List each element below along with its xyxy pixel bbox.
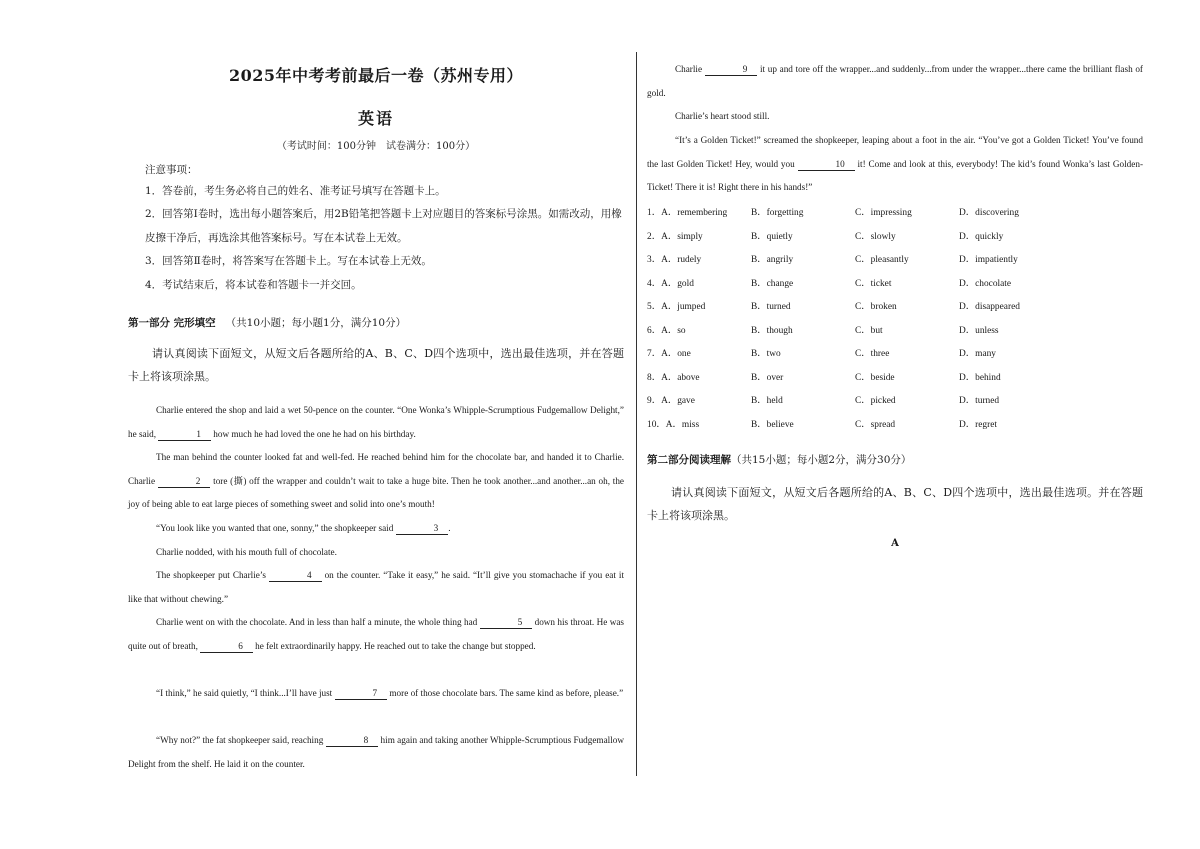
option-choice[interactable]: 7．A．one [647, 349, 691, 359]
option-row [647, 228, 1143, 244]
option-choice[interactable]: B．turned [751, 302, 791, 312]
column-divider [636, 52, 637, 776]
option-choice[interactable]: 5．A．jumped [647, 302, 706, 312]
option-row [647, 369, 1143, 385]
option-row [647, 416, 1143, 432]
option-choice[interactable]: B．believe [751, 419, 794, 430]
passage-paragraph: “You look like you wanted that one, sonny,” the shopkeeper said 3 . [156, 523, 451, 533]
option-choice[interactable]: B．change [751, 278, 794, 289]
part2-scoring: （共15小题；每小题2分，满分30分） [731, 454, 912, 466]
note-item: 1．答卷前，考生务必将自己的姓名、准考证号填写在答题卡上。 [145, 185, 446, 197]
passage-paragraph: Charlie went on with the chocolate. And in less than half a minute, the whole thing had 5 down his throat. He was quite out of breath, 6 he felt extraordinarily happy. He reached out to take the change but stopped. [128, 617, 624, 651]
option-choice[interactable]: D．disappeared [959, 302, 1020, 312]
blank-2[interactable]: 2 [158, 475, 211, 488]
blank-6[interactable]: 6 [200, 640, 253, 653]
option-choice[interactable]: D．impatiently [959, 255, 1018, 265]
option-choice[interactable]: C．ticket [855, 278, 892, 289]
part1-title: 第一部分 完形填空 [128, 317, 216, 329]
part2-title: 第二部分阅读理解 [647, 454, 731, 466]
option-choice[interactable]: D．discovering [959, 208, 1019, 218]
option-choice[interactable]: 1．A．remembering [647, 208, 728, 218]
option-choice[interactable]: B．angrily [751, 255, 794, 265]
option-choice[interactable]: B．two [751, 349, 781, 359]
option-choice[interactable]: 9．A．gave [647, 396, 695, 406]
option-choice[interactable]: D．chocolate [959, 278, 1012, 289]
blank-8[interactable]: 8 [326, 734, 379, 747]
blank-3[interactable]: 3 [396, 522, 449, 535]
subject-title: 英语 [357, 109, 394, 128]
option-row [647, 251, 1143, 267]
passage-paragraph: “Why not?” the fat shopkeeper said, reaching 8 him again and taking another Whipple-Scrumptious Fudgemallow Delight from the shelf. He laid it on the counter. [128, 735, 624, 769]
option-choice[interactable]: B．over [751, 372, 784, 383]
part1-heading [128, 315, 406, 330]
option-row [647, 275, 1143, 291]
option-choice[interactable]: 4．A．gold [647, 278, 694, 289]
part1-scoring: （共10小题；每小题1分，满分10分） [225, 317, 407, 329]
option-choice[interactable]: B．held [751, 396, 783, 406]
option-row [647, 322, 1143, 338]
passage-paragraph: Charlie 9 it up and tore off the wrapper...and suddenly...from under the wrapper...there came the brilliant flash of gold. [647, 64, 1143, 98]
passage-paragraph: Charlie’s heart stood still. [675, 111, 770, 121]
option-choice[interactable]: B．forgetting [751, 208, 804, 218]
passage-paragraph: Charlie nodded, with his mouth full of chocolate. [156, 547, 337, 557]
blank-10[interactable]: 10 [798, 158, 855, 171]
note-item: 2．回答第Ⅰ卷时，选出每小题答案后，用2B铅笔把答题卡上对应题目的答案标号涂黑。如需改动，用橡皮擦干净后，再选涂其他答案标号。写在本试卷上无效。 [145, 208, 622, 244]
option-choice[interactable]: D．unless [959, 325, 999, 336]
option-choice[interactable]: 10．A．miss [647, 419, 700, 430]
option-row [647, 204, 1143, 220]
part2-instruction: 请认真阅读下面短文，从短文后各题所给的A、B、C、D四个选项中，选出最佳选项。并在答题卡上将该项涂黑。 [647, 486, 1143, 522]
option-choice[interactable]: D．quickly [959, 231, 1004, 242]
passage-paragraph: “It’s a Golden Ticket!” screamed the shopkeeper, leaping about a foot in the air. “You’ve got a Golden Ticket! You’ve found the last Golden Ticket! Hey, would you 10 it! Come and look at this, everybody! The kid’s found Wonka’s last Golden-Ticket! There it is! Right there in his hands!” [647, 135, 1143, 193]
option-choice[interactable]: C．slowly [855, 231, 896, 242]
note-item: 3．回答第Ⅱ卷时，将答案写在答题卡上。写在本试卷上无效。 [145, 255, 432, 267]
note-item: 4．考试结束后，将本试卷和答题卡一并交回。 [145, 279, 362, 291]
option-choice[interactable]: 8．A．above [647, 372, 700, 383]
option-choice[interactable]: 2．A．simply [647, 231, 703, 242]
option-choice[interactable]: C．spread [855, 419, 896, 430]
option-choice[interactable]: D．many [959, 349, 996, 359]
option-choice[interactable]: 6．A．so [647, 325, 686, 336]
passage-paragraph: The man behind the counter looked fat and well-fed. He reached behind him for the chocolate bar, and handed it to Charlie. Charlie 2 tore (撕) off the wrapper and couldn’t wait to take a huge bite. Then he took another...and another...an oh, the joy of being able to eat large pieces of something sweet and solid into one’s mouth! [128, 452, 624, 510]
option-row [647, 345, 1143, 361]
exam-info: （考试时间：100分钟 试卷满分：100分） [276, 141, 476, 152]
option-row [647, 392, 1143, 408]
blank-9[interactable]: 9 [705, 63, 758, 76]
passage-a-label: A [891, 538, 899, 549]
option-choice[interactable]: D．behind [959, 372, 1001, 383]
blank-5[interactable]: 5 [480, 616, 533, 629]
passage-paragraph: Charlie entered the shop and laid a wet 50-pence on the counter. “One Wonka’s Whipple-Scrumptious Fudgemallow Delight,” he said, 1 how much he had loved the one he had on his birthday. [128, 405, 624, 439]
option-choice[interactable]: C．broken [855, 302, 897, 312]
option-choice[interactable]: B．though [751, 325, 793, 336]
option-choice[interactable]: C．beside [855, 372, 895, 383]
part1-instruction: 请认真阅读下面短文，从短文后各题所给的A、B、C、D四个选项中，选出最佳选项，并在答题卡上将该项涂黑。 [128, 347, 624, 383]
blank-4[interactable]: 4 [269, 569, 322, 582]
option-choice[interactable]: C．impressing [855, 208, 912, 218]
option-choice[interactable]: 3．A．rudely [647, 255, 702, 265]
blank-7[interactable]: 7 [335, 687, 388, 700]
blank-1[interactable]: 1 [158, 428, 211, 441]
passage-paragraph: The shopkeeper put Charlie’s 4 on the counter. “Take it easy,” he said. “It’ll give you stomachache if you eat it like that without chewing.” [128, 570, 624, 604]
part2-heading [647, 452, 911, 467]
option-choice[interactable]: B．quietly [751, 231, 793, 242]
option-choice[interactable]: C．three [855, 349, 890, 359]
option-choice[interactable]: C．but [855, 325, 883, 336]
option-choice[interactable]: C．pleasantly [855, 255, 909, 265]
notes-heading: 注意事项： [145, 164, 198, 176]
option-row [647, 298, 1143, 314]
option-choice[interactable]: D．turned [959, 396, 1000, 406]
option-choice[interactable]: D．regret [959, 419, 998, 430]
exam-title: 2025年中考考前最后一卷（苏州专用） [228, 66, 524, 85]
passage-paragraph: “I think,” he said quietly, “I think...I’ll have just 7 more of those chocolate bars. The same kind as before, please.” [156, 688, 624, 698]
option-choice[interactable]: C．picked [855, 396, 896, 406]
